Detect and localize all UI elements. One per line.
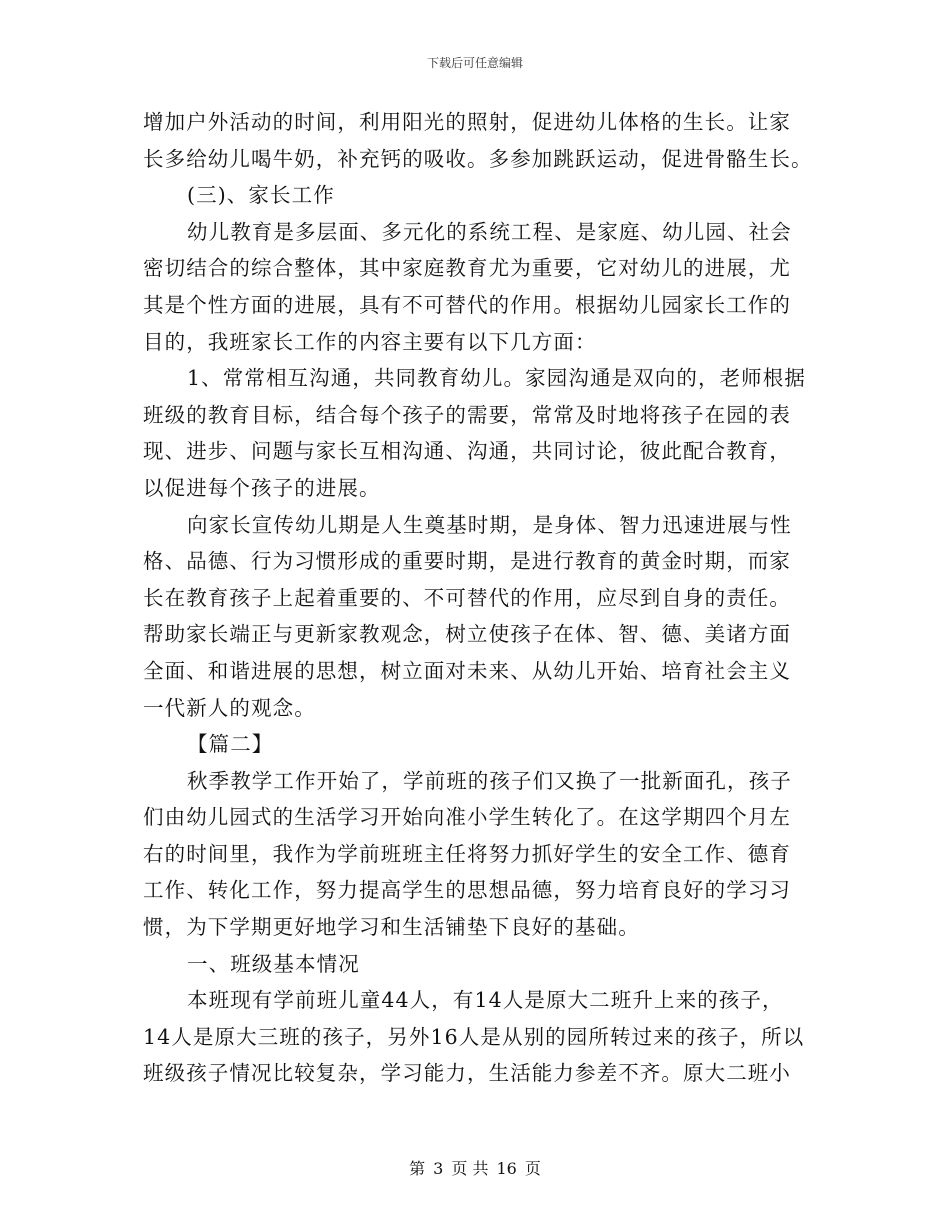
text-line: 增加户外活动的时间，利用阳光的照射，促进幼儿体格的生长。让家 (143, 110, 791, 134)
footer-page-number: 3 (433, 1159, 444, 1178)
text-line: (三)、家长工作 (187, 183, 335, 208)
text-line: 全面、和谐进展的思想，树立面对未来、从幼儿开始、培育社会主义 (143, 658, 791, 683)
text-line: 长多给幼儿喝牛奶，补充钙的吸收。多参加跳跃运动，促进骨骼生长。 (143, 146, 813, 171)
text-line: 班级的教育目标，结合每个孩子的需要，常常及时地将孩子在园的表 (143, 402, 791, 427)
footer-prefix: 第 (409, 1159, 426, 1178)
text-line: 一代新人的观念。 (143, 695, 316, 720)
text-line: 一、班级基本情况 (187, 951, 360, 976)
text-line: 向家长宣传幼儿期是人生奠基时期，是身体、智力迅速进展与性 (187, 512, 792, 537)
text-line: 1、常常相互沟通，共同教育幼儿。家园沟通是双向的，老师根据 (187, 366, 806, 391)
text-line: 目的，我班家长工作的内容主要有以下几方面： (143, 329, 597, 354)
footer-suffix: 页 (524, 1159, 541, 1178)
text-line: 们由幼儿园式的生活学习开始向准小学生转化了。在这学期四个月左 (143, 805, 791, 830)
text-line: 格、品德、行为习惯形成的重要时期，是进行教育的黄金时期，而家 (143, 549, 791, 574)
text-line: 以促进每个孩子的进展。 (143, 475, 381, 500)
text-line: 【篇二】 (187, 732, 274, 757)
text-line: 其是个性方面的进展，具有不可替代的作用。根据幼儿园家长工作的 (143, 292, 791, 317)
text-line: 秋季教学工作开始了，学前班的孩子们又换了一批新面孔，孩子 (187, 768, 792, 793)
text-line: 幼儿教育是多层面、多元化的系统工程、是家庭、幼儿园、社会 (187, 219, 792, 244)
text-line: 14人是原大三班的孩子，另外16人是从别的园所转过来的孩子，所以 (143, 1024, 805, 1049)
text-line: 现、进步、问题与家长互相沟通、沟通，共同讨论，彼此配合教育， (143, 439, 791, 464)
footer-mid: 页 共 (451, 1159, 489, 1178)
text-line: 密切结合的综合整体，其中家庭教育尤为重要，它对幼儿的进展，尤 (143, 256, 791, 281)
document-body (143, 104, 813, 1092)
text-line: 本班现有学前班儿童44人，有14人是原大二班升上来的孩子， (187, 988, 784, 1013)
text-line: 帮助家长端正与更新家教观念，树立使孩子在体、智、德、美诸方面 (143, 622, 791, 647)
text-line: 右的时间里，我作为学前班班主任将努力抓好学生的安全工作、德育 (143, 841, 791, 866)
text-line: 班级孩子情况比较复杂，学习能力，生活能力参差不齐。原大二班小 (143, 1061, 791, 1086)
page-footer (0, 1156, 950, 1179)
text-line: 惯，为下学期更好地学习和生活铺垫下良好的基础。 (143, 915, 640, 940)
text-line: 工作、转化工作，努力提高学生的思想品德，努力培育良好的学习习 (143, 878, 791, 903)
page-header: 下载后可任意编辑 (426, 56, 523, 70)
footer-total-pages: 16 (496, 1159, 517, 1178)
text-line: 长在教育孩子上起着重要的、不可替代的作用，应尽到自身的责任。 (143, 585, 791, 610)
